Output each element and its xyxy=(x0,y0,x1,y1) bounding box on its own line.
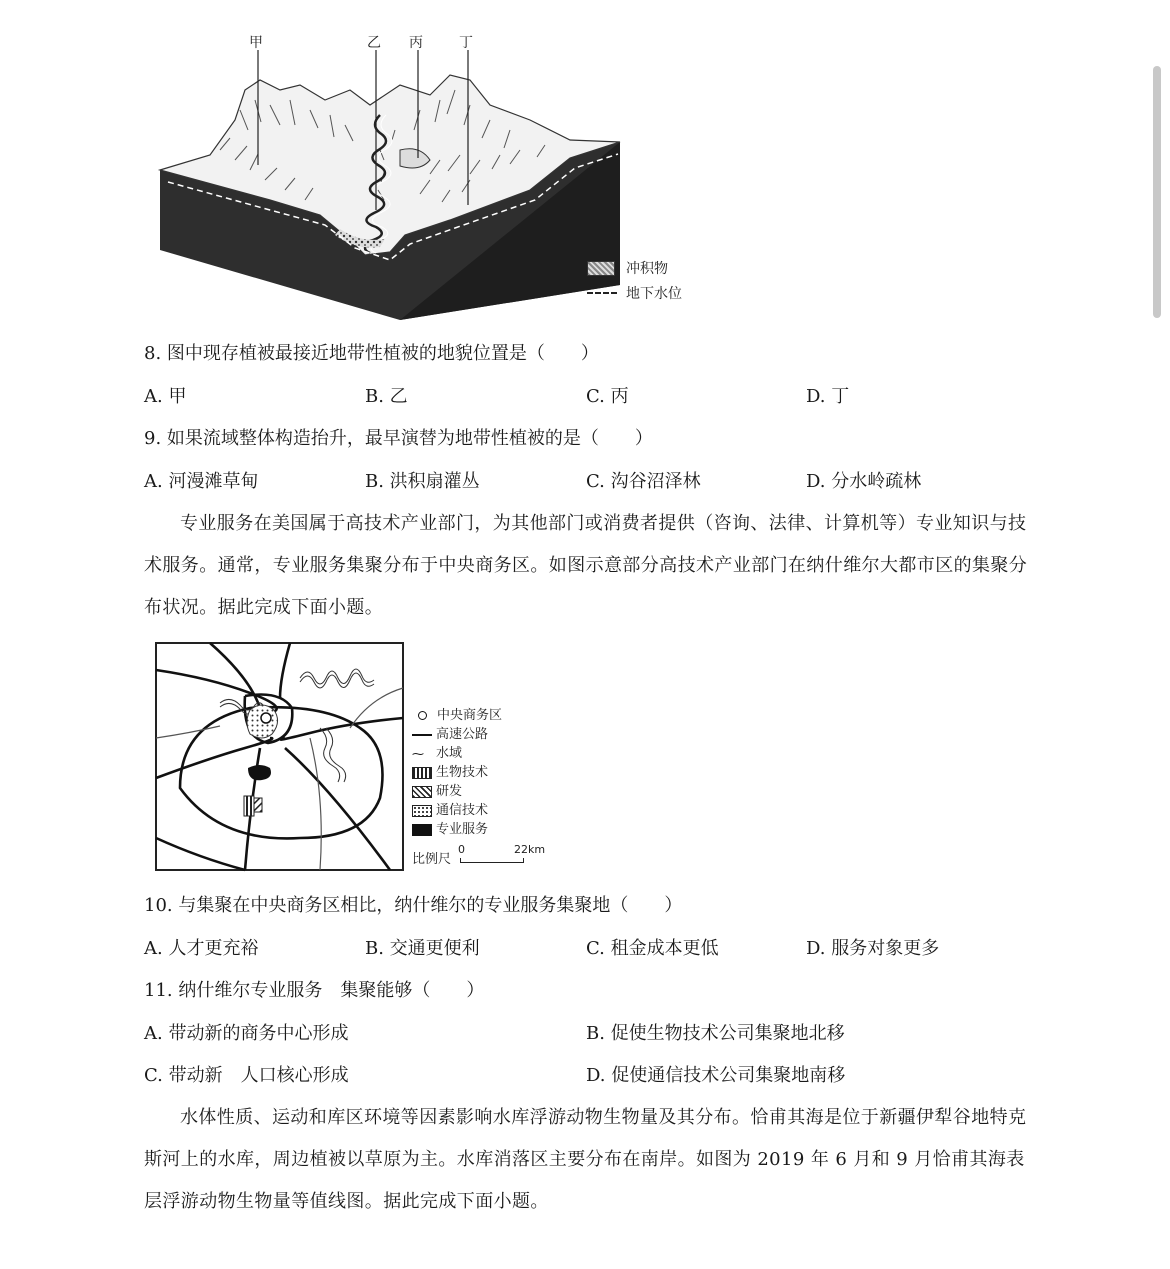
q10-option-d: D. 服务对象更多 xyxy=(806,938,940,959)
q8-option-d: D. 丁 xyxy=(806,386,850,407)
q11-option-a: A. 带动新的商务中心形成 xyxy=(144,1023,349,1044)
q8-option-c: C. 丙 xyxy=(586,386,629,407)
map-scale-bar xyxy=(412,843,562,868)
passage-reservoir-zooplankton: 水体性质、运动和库区环境等因素影响水库浮游动物生物量及其分布。恰甫其海是位于新疆伊犁谷地特克斯河上的水库，周边植被以草原为主。水库消落区主要分布在南岸。如图为 2019 年 6 月和 9 月恰甫其海表层浮游动物生物量等值线图。据此完成下面小题。 xyxy=(144,1107,1027,1212)
q11-option-d: D. 促使通信技术公司集聚地南移 xyxy=(586,1065,846,1086)
question-8-stem: 8. 图中现存植被最接近地带性植被的地貌位置是（ ） xyxy=(144,343,599,364)
valley-block-diagram xyxy=(150,30,710,325)
legend-highway: 高速公路 xyxy=(436,727,489,742)
q11-option-b: B. 促使生物技术公司集聚地北移 xyxy=(586,1023,845,1044)
legend-professional: 专业服务 xyxy=(436,822,489,837)
legend-alluvium: 冲积物 xyxy=(626,261,668,277)
legend-biotech: 生物技术 xyxy=(436,765,489,780)
q10-option-c: C. 租金成本更低 xyxy=(586,938,719,959)
cbd-circle-icon xyxy=(418,711,427,720)
rnd-pattern-icon xyxy=(412,786,432,798)
label-jia: 甲 xyxy=(249,35,263,51)
dashed-line-icon xyxy=(587,292,617,294)
question-11-stem: 11. 纳什维尔专业服务 集聚能够（ ） xyxy=(144,980,485,1001)
label-ding: 丁 xyxy=(459,35,473,51)
q9-option-a: A. 河漫滩草甸 xyxy=(144,471,259,492)
legend-rnd: 研发 xyxy=(436,784,463,799)
q9-option-b: B. 洪积扇灌丛 xyxy=(365,471,480,492)
legend-telecom: 通信技术 xyxy=(436,803,489,818)
legend-groundwater: 地下水位 xyxy=(626,286,682,302)
scale-max: 22km xyxy=(514,843,546,856)
q9-option-d: D. 分水岭疏林 xyxy=(806,471,922,492)
professional-service-icon xyxy=(412,824,432,836)
scale-zero: 0 xyxy=(458,843,465,856)
biotech-pattern-icon xyxy=(412,767,432,779)
telecom-pattern-icon xyxy=(412,805,432,817)
label-bing: 丙 xyxy=(409,35,423,51)
alluvium-swatch-icon xyxy=(587,261,615,276)
q8-option-a: A. 甲 xyxy=(144,386,187,407)
q9-option-c: C. 沟谷沼泽林 xyxy=(586,471,701,492)
nashville-map-figure xyxy=(150,638,570,878)
q11-option-c: C. 带动新 人口核心形成 xyxy=(144,1065,349,1086)
q8-option-b: B. 乙 xyxy=(365,386,408,407)
highway-line-icon xyxy=(412,734,432,736)
legend-cbd: 中央商务区 xyxy=(437,708,503,723)
label-yi: 乙 xyxy=(367,35,381,51)
q10-option-b: B. 交通更便利 xyxy=(365,938,480,959)
question-9-stem: 9. 如果流域整体构造抬升，最早演替为地带性植被的是（ ） xyxy=(144,428,653,449)
water-icon: ⁓ xyxy=(412,746,424,761)
legend-water: 水域 xyxy=(436,746,463,761)
q10-option-a: A. 人才更充裕 xyxy=(144,938,259,959)
vertical-scrollbar[interactable] xyxy=(1153,66,1161,318)
passage-professional-services: 专业服务在美国属于高技术产业部门，为其他部门或消费者提供（咨询、法律、计算机等）专业知识与技术服务。通常，专业服务集聚分布于中央商务区。如图示意部分高技术产业部门在纳什维尔大都市区的集聚分布状况。据此完成下面小题。 xyxy=(144,513,1028,618)
scale-label: 比例尺 xyxy=(412,852,452,867)
map-legend xyxy=(412,706,572,839)
question-10-stem: 10. 与集聚在中央商务区相比，纳什维尔的专业服务集聚地（ ） xyxy=(144,895,683,916)
